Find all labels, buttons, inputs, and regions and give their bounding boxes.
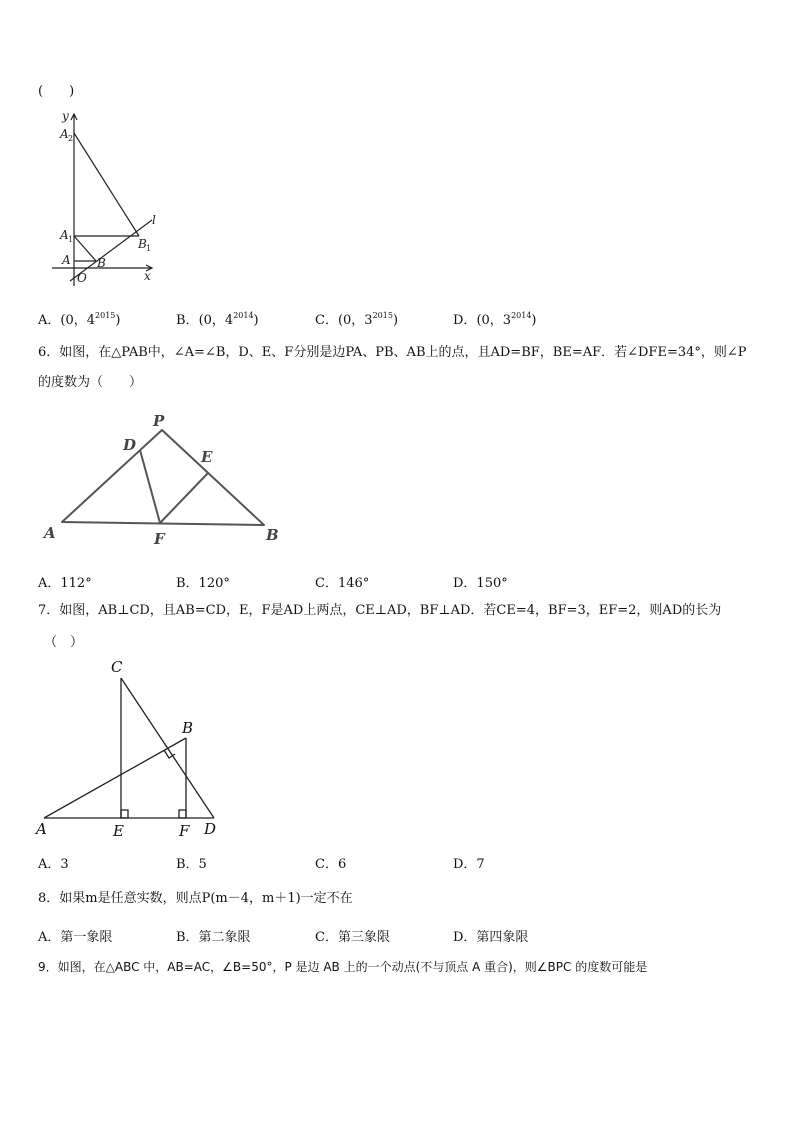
- q7-figure: [34, 658, 234, 848]
- q5-label-l: l: [152, 213, 156, 227]
- q5-option-c[interactable]: C．(0，$3^{2015}$): [315, 311, 399, 328]
- q9-stem: 9．如图，在△ABC 中，AB=AC，∠B=50°，P 是边 AB 上的一个动点(不与顶点 A 重合)，则∠BPC 的度数可能是: [38, 960, 648, 974]
- q7-label-F: F: [179, 822, 190, 840]
- q5-figure: [48, 106, 168, 286]
- q6-stem-line1: 6．如图，在△PAB中，∠A=∠B，D、E、F分别是边PA、PB、AB上的点，且AD=BF，BE=AF．若∠DFE=34°，则∠P: [38, 345, 747, 360]
- q5-label-A: A: [62, 253, 71, 267]
- q8-option-d[interactable]: D．第四象限: [453, 930, 529, 945]
- q7-label-D: D: [204, 820, 217, 838]
- q6-stem-line2: 的度数为（ ）: [38, 375, 143, 390]
- q5-label-A1: A: [60, 228, 69, 242]
- q7-label-B: B: [182, 719, 194, 737]
- q6-label-P: P: [153, 412, 165, 430]
- q5-label-x: x: [144, 269, 151, 283]
- q5-label-B1: B: [138, 237, 147, 251]
- q5-label-y: y: [62, 109, 69, 123]
- q5-option-b[interactable]: B．(0，$4^{2014}$): [176, 311, 259, 328]
- q6-option-d[interactable]: D．150°: [453, 576, 508, 591]
- q6-label-E: E: [201, 448, 213, 466]
- q5-label-B1-sub: 1: [146, 244, 152, 253]
- q8-stem: 8．如果m是任意实数，则点P(m－4，m＋1)一定不在: [38, 891, 353, 906]
- q7-stem-line2: （ ）: [44, 635, 84, 650]
- q7-option-b[interactable]: B．5: [176, 857, 207, 872]
- q5-label-A2-sub: 2: [68, 134, 74, 143]
- q7-option-d[interactable]: D．7: [453, 857, 485, 872]
- q6-option-a[interactable]: A．112°: [38, 576, 92, 591]
- q5-label-A1-sub: 1: [68, 235, 74, 244]
- q7-label-E: E: [113, 822, 124, 840]
- q7-option-a[interactable]: A．3: [38, 857, 69, 872]
- q6-label-D: D: [123, 436, 137, 454]
- q5-label-A2: A: [60, 127, 69, 141]
- q8-option-a[interactable]: A．第一象限: [38, 930, 113, 945]
- q7-label-A: A: [36, 820, 47, 838]
- q8-option-b[interactable]: B．第二象限: [176, 930, 251, 945]
- q6-option-c[interactable]: C．146°: [315, 576, 370, 591]
- q6-label-A: A: [44, 524, 56, 542]
- q7-option-c[interactable]: C．6: [315, 857, 347, 872]
- q7-label-C: C: [111, 658, 123, 676]
- q6-label-F: F: [154, 530, 165, 548]
- q5-label-O: O: [77, 271, 87, 285]
- q5-option-d[interactable]: D．(0，$3^{2014}$): [453, 311, 537, 328]
- q8-option-c[interactable]: C．第三象限: [315, 930, 390, 945]
- q7-stem-line1: 7．如图，AB⊥CD，且AB=CD，E，F是AD上两点，CE⊥AD，BF⊥AD．若CE=4，BF=3，EF=2，则AD的长为: [38, 603, 722, 618]
- q5-option-a[interactable]: A．(0，$4^{2015}$): [38, 311, 121, 328]
- q6-label-B: B: [266, 526, 279, 544]
- q5-label-B: B: [97, 256, 106, 270]
- q6-option-b[interactable]: B．120°: [176, 576, 230, 591]
- q5-answer-paren: ( ): [38, 84, 75, 99]
- q6-figure: [44, 410, 284, 550]
